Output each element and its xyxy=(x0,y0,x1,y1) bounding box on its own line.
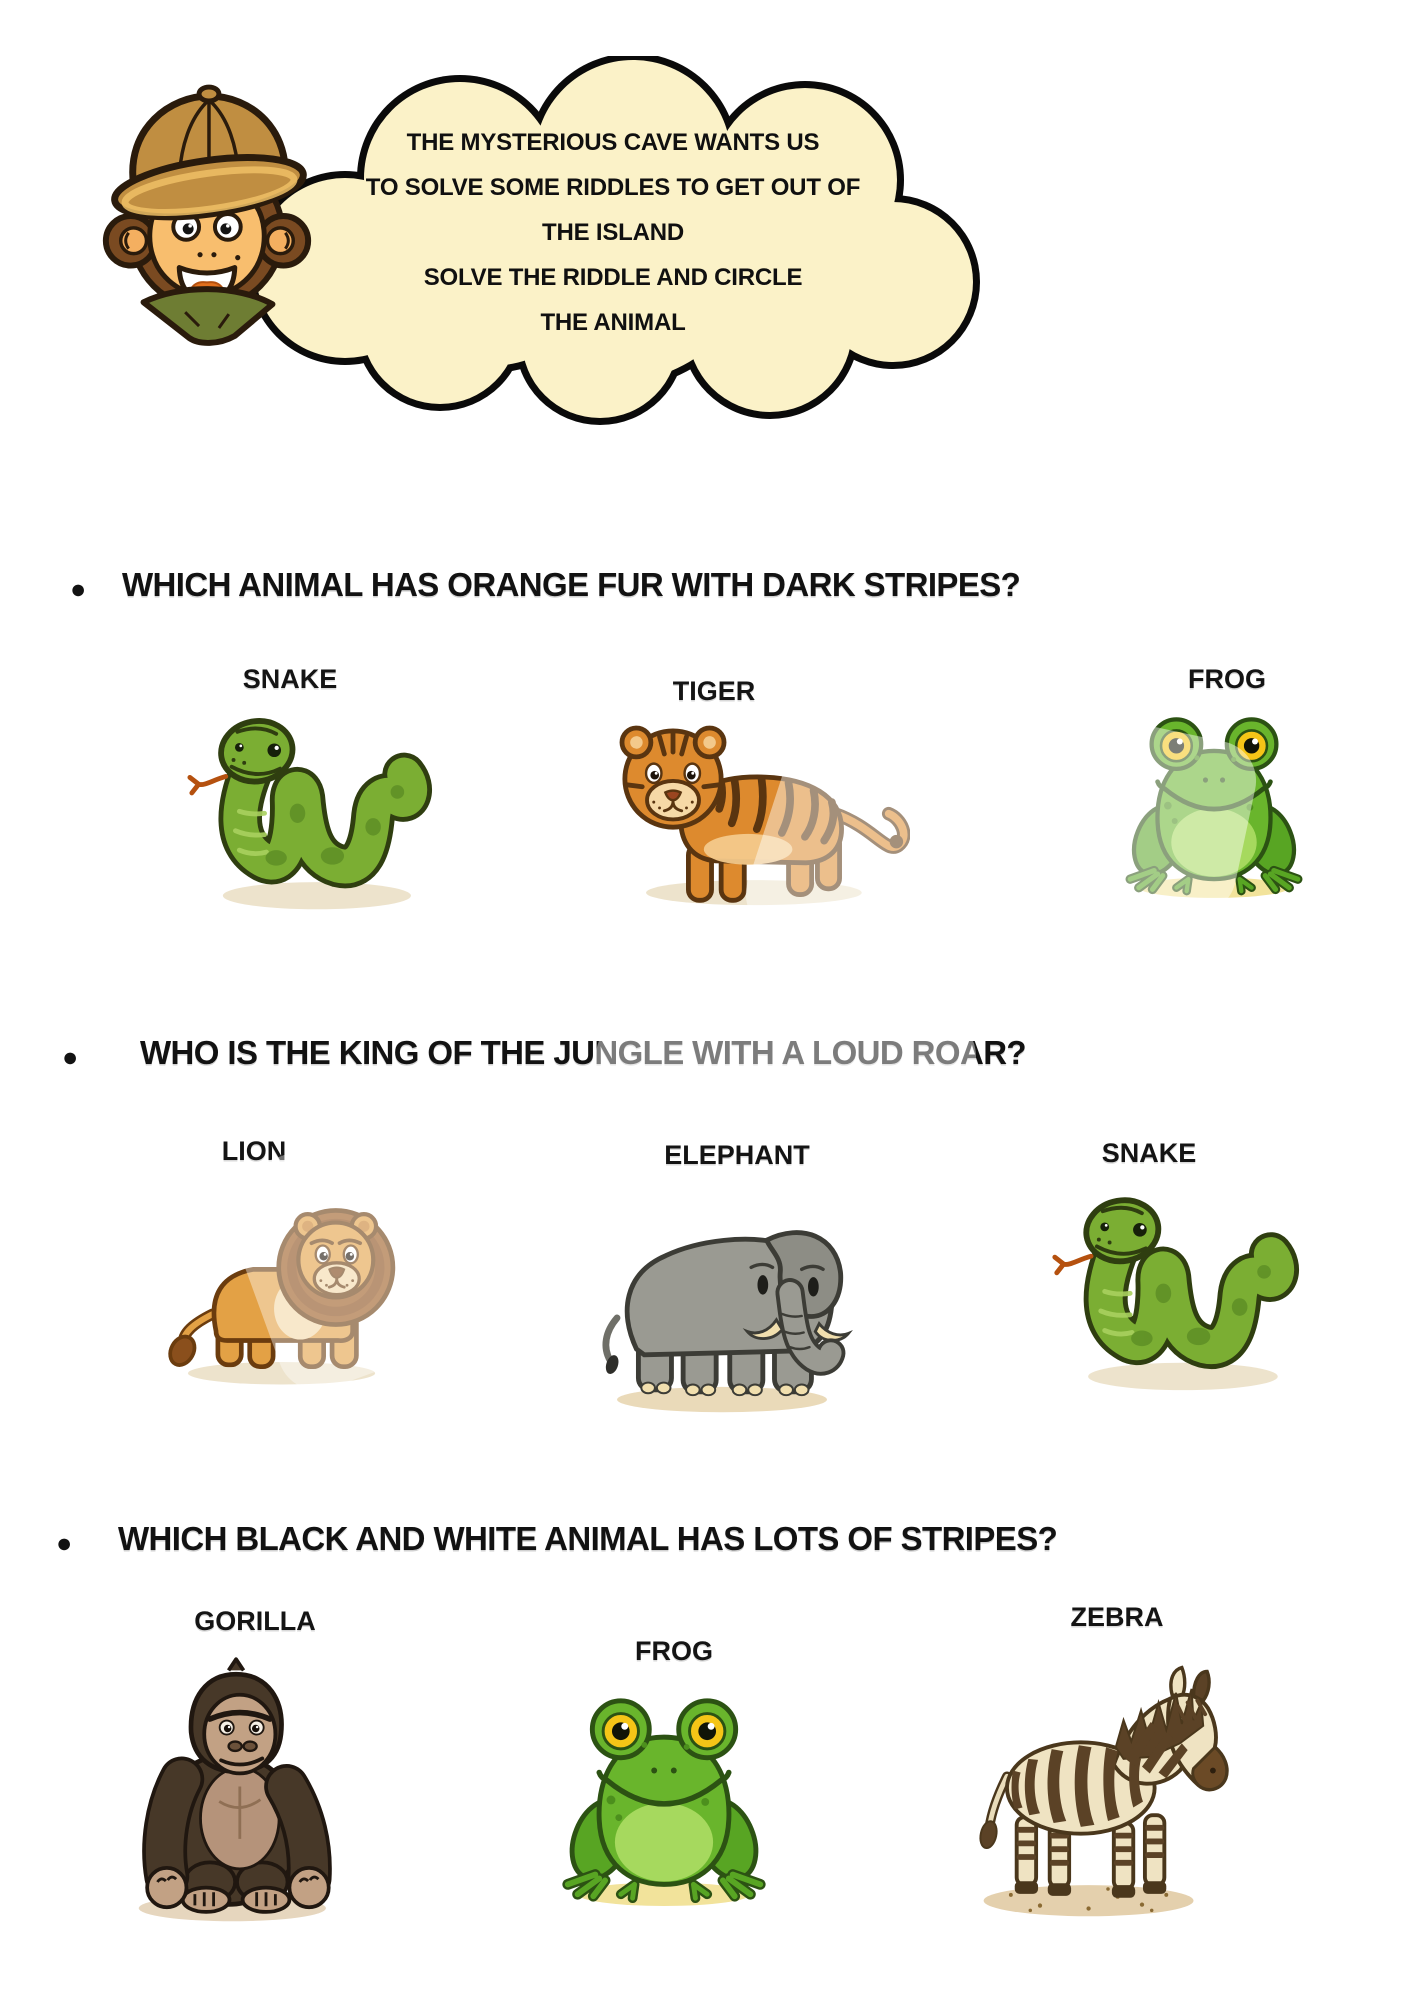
riddle-2-question: WHO IS THE KING OF THE JUNGLE WITH A LOUD ROAR? xyxy=(140,1034,1026,1071)
monkey-mascot-illustration xyxy=(88,76,326,349)
option-label-frog: FROG xyxy=(1188,664,1266,694)
speech-line: THE ANIMAL xyxy=(540,309,686,336)
snake-option-image[interactable] xyxy=(183,695,445,918)
frog-option-image[interactable] xyxy=(556,1682,772,1913)
option-label-snake: SNAKE xyxy=(1101,1138,1197,1168)
riddle-3-question: WHICH BLACK AND WHITE ANIMAL HAS LOTS OF STRIPES? xyxy=(118,1520,1058,1557)
frog-option-image[interactable] xyxy=(1120,703,1308,904)
speech-line: TO SOLVE SOME RIDDLES TO GET OUT OF xyxy=(365,174,861,201)
lion-option-image[interactable] xyxy=(158,1172,406,1392)
bullet-icon: ● xyxy=(70,574,87,604)
elephant-option-image[interactable] xyxy=(576,1176,868,1419)
tiger-option-image[interactable] xyxy=(592,702,910,909)
bullet-icon: ● xyxy=(56,1528,73,1558)
option-label-zebra: ZEBRA xyxy=(1070,1602,1164,1632)
option-label-snake: SNAKE xyxy=(242,664,338,694)
option-label-tiger: TIGER xyxy=(672,676,756,706)
gorilla-option-image[interactable] xyxy=(120,1646,354,1927)
speech-line: THE MYSTERIOUS CAVE WANTS US xyxy=(406,129,820,156)
option-label-gorilla: GORILLA xyxy=(194,1606,316,1636)
speech-bubble-text xyxy=(318,120,908,345)
option-label-lion: LION xyxy=(221,1136,287,1166)
snake-option-image[interactable] xyxy=(1048,1174,1312,1399)
speech-line: SOLVE THE RIDDLE AND CIRCLE xyxy=(423,264,803,291)
bullet-icon: ● xyxy=(62,1042,79,1072)
speech-line: THE ISLAND xyxy=(541,219,684,246)
riddle-1-question: WHICH ANIMAL HAS ORANGE FUR WITH DARK STRIPES? xyxy=(122,566,1021,603)
option-label-elephant: ELEPHANT xyxy=(664,1140,810,1170)
zebra-option-image[interactable] xyxy=(972,1650,1244,1927)
option-label-frog: FROG xyxy=(635,1636,713,1666)
